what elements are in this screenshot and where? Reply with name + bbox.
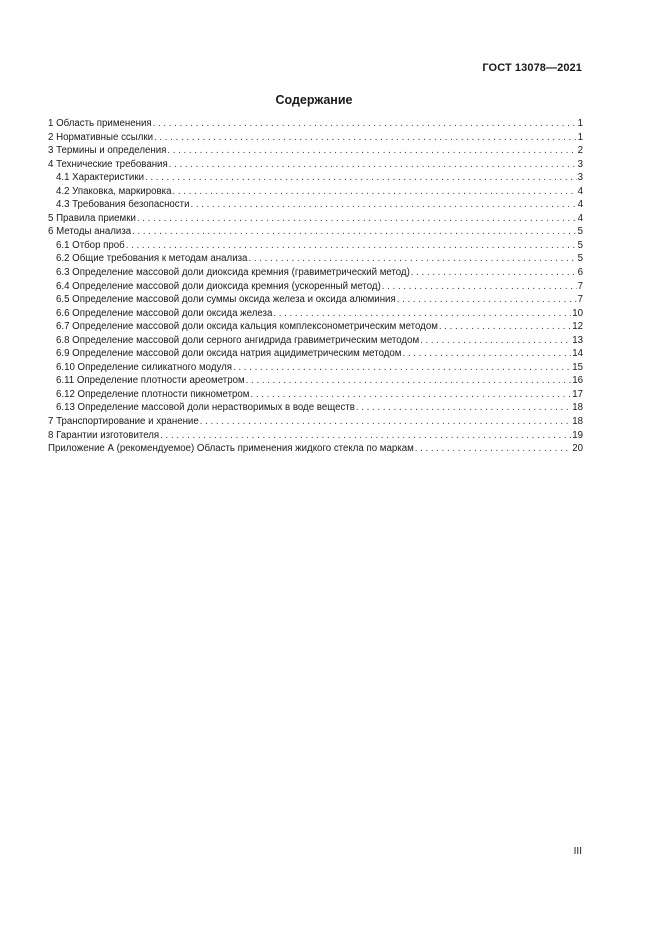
toc-entry[interactable] (48, 347, 583, 361)
toc-entry-page: 12 (572, 321, 583, 333)
toc-dot-leader (172, 185, 576, 199)
toc-dot-leader (191, 198, 577, 212)
toc-entry-label: 6.1 Отбор проб (56, 239, 125, 251)
toc-entry-label: 4.3 Требования безопасности (56, 199, 190, 211)
page-number: III (573, 846, 582, 857)
toc-entry-page: 19 (572, 429, 583, 441)
toc-entry-label: 2 Нормативные ссылки (48, 131, 154, 143)
toc-dot-leader (160, 429, 571, 443)
toc-dot-leader (153, 117, 577, 131)
toc-entry[interactable] (48, 388, 583, 402)
toc-entry[interactable] (48, 198, 583, 212)
toc-entry-label: Приложение А (рекомендуемое) Область применения жидкого стекла по маркам (48, 443, 414, 455)
toc-entry[interactable] (48, 117, 583, 131)
toc-entry[interactable] (48, 144, 583, 158)
toc-entry[interactable] (48, 212, 583, 226)
toc-entry-label: 4.1 Характеристики (56, 172, 144, 184)
toc-entry-label: 6.12 Определение плотности пикнометром (56, 388, 250, 400)
toc-dot-leader (382, 280, 577, 294)
toc-entry[interactable] (48, 307, 583, 321)
toc-entry-page: 15 (572, 361, 583, 373)
toc-entry-page: 14 (572, 348, 583, 360)
toc-entry-page: 4 (577, 185, 583, 197)
toc-entry-label: 7 Транспортирование и хранение (48, 416, 199, 428)
toc-dot-leader (248, 252, 576, 266)
toc-entry-label: 3 Термины и определения (48, 145, 167, 157)
toc-entry[interactable] (48, 320, 583, 334)
toc-dot-leader (233, 361, 571, 375)
toc-dot-leader (167, 144, 576, 158)
toc-entry[interactable] (48, 280, 583, 294)
toc-entry-page: 5 (577, 253, 583, 265)
toc-entry-label: 8 Гарантии изготовителя (48, 429, 160, 441)
toc-entry[interactable] (48, 158, 583, 172)
toc-dot-leader (402, 347, 571, 361)
toc-entry[interactable] (48, 266, 583, 280)
toc-dot-leader (356, 401, 571, 415)
toc-entry-page: 1 (577, 131, 583, 143)
toc-entry-page: 4 (577, 199, 583, 211)
toc-entry[interactable] (48, 131, 583, 145)
toc-entry[interactable] (48, 252, 583, 266)
toc-entry-label: 1 Область применения (48, 118, 152, 129)
toc-dot-leader (126, 239, 577, 253)
toc-entry-page: 18 (572, 402, 583, 414)
toc-entry-page: 18 (572, 416, 583, 428)
toc-entry[interactable] (48, 374, 583, 388)
toc-entry-page: 7 (577, 280, 583, 292)
toc-entry-label: 6.9 Определение массовой доли оксида натрия ацидиметрическим методом (56, 348, 402, 360)
toc-entry[interactable] (48, 239, 583, 253)
toc-dot-leader (397, 293, 577, 307)
toc-entry-page: 1 (577, 118, 583, 129)
toc-entry-label: 4.2 Упаковка, маркировка (56, 185, 172, 197)
toc-entry[interactable] (48, 334, 583, 348)
toc-dot-leader (250, 388, 571, 402)
toc-entry[interactable] (48, 225, 583, 239)
toc-entry[interactable] (48, 361, 583, 375)
toc-entry-label: 6.13 Определение массовой доли нерастворимых в воде веществ (56, 402, 355, 414)
toc-dot-leader (169, 158, 577, 172)
toc-dot-leader (273, 307, 571, 321)
toc-entry-page: 7 (577, 294, 583, 306)
toc-entry[interactable] (48, 442, 583, 456)
toc-entry-page: 5 (577, 239, 583, 251)
toc-entry-label: 6.10 Определение силикатного модуля (56, 361, 233, 373)
toc-entry-page: 3 (577, 172, 583, 184)
toc-entry-page: 20 (572, 443, 583, 455)
toc-entry-page: 13 (572, 334, 583, 346)
toc-dot-leader (439, 320, 571, 334)
table-of-contents (48, 117, 583, 456)
toc-title: Содержание (275, 93, 353, 107)
toc-dot-leader (246, 374, 572, 388)
toc-entry-page: 6 (577, 267, 583, 279)
toc-entry-page: 2 (577, 145, 583, 157)
toc-entry-label: 6.4 Определение массовой доли диоксида кремния (ускоренный метод) (56, 280, 381, 292)
toc-dot-leader (200, 415, 571, 429)
toc-entry-page: 17 (572, 388, 583, 400)
toc-entry[interactable] (48, 171, 583, 185)
toc-entry[interactable] (48, 293, 583, 307)
toc-entry-label: 5 Правила приемки (48, 212, 136, 224)
toc-dot-leader (420, 334, 571, 348)
toc-entry-page: 10 (572, 307, 583, 319)
toc-entry-page: 5 (577, 226, 583, 238)
toc-entry-page: 4 (577, 212, 583, 224)
toc-dot-leader (154, 131, 577, 145)
toc-entry[interactable] (48, 415, 583, 429)
toc-dot-leader (137, 212, 577, 226)
toc-entry-label: 6 Методы анализа (48, 226, 132, 238)
toc-entry-label: 6.8 Определение массовой доли серного ангидрида гравиметрическим методом (56, 334, 420, 346)
toc-entry-label: 6.2 Общие требования к методам анализа (56, 253, 248, 265)
toc-dot-leader (145, 171, 577, 185)
toc-dot-leader (415, 442, 571, 456)
toc-entry-page: 3 (577, 158, 583, 170)
toc-entry-label: 4 Технические требования (48, 158, 168, 170)
toc-entry-label: 6.5 Определение массовой доли суммы оксида железа и оксида алюминия (56, 294, 396, 306)
toc-entry-label: 6.6 Определение массовой доли оксида железа (56, 307, 273, 319)
toc-entry[interactable] (48, 401, 583, 415)
toc-entry-label: 6.3 Определение массовой доли диоксида кремния (гравиметрический метод) (56, 267, 410, 279)
document-code: ГОСТ 13078—2021 (482, 62, 582, 74)
toc-entry-label: 6.11 Определение плотности ареометром (56, 375, 245, 387)
toc-dot-leader (411, 266, 577, 280)
toc-entry-label: 6.7 Определение массовой доли оксида кальция комплексонометрическим методом (56, 321, 438, 333)
toc-entry[interactable] (48, 185, 583, 199)
toc-entry[interactable] (48, 429, 583, 443)
toc-dot-leader (132, 225, 576, 239)
toc-entry-page: 16 (572, 375, 583, 387)
